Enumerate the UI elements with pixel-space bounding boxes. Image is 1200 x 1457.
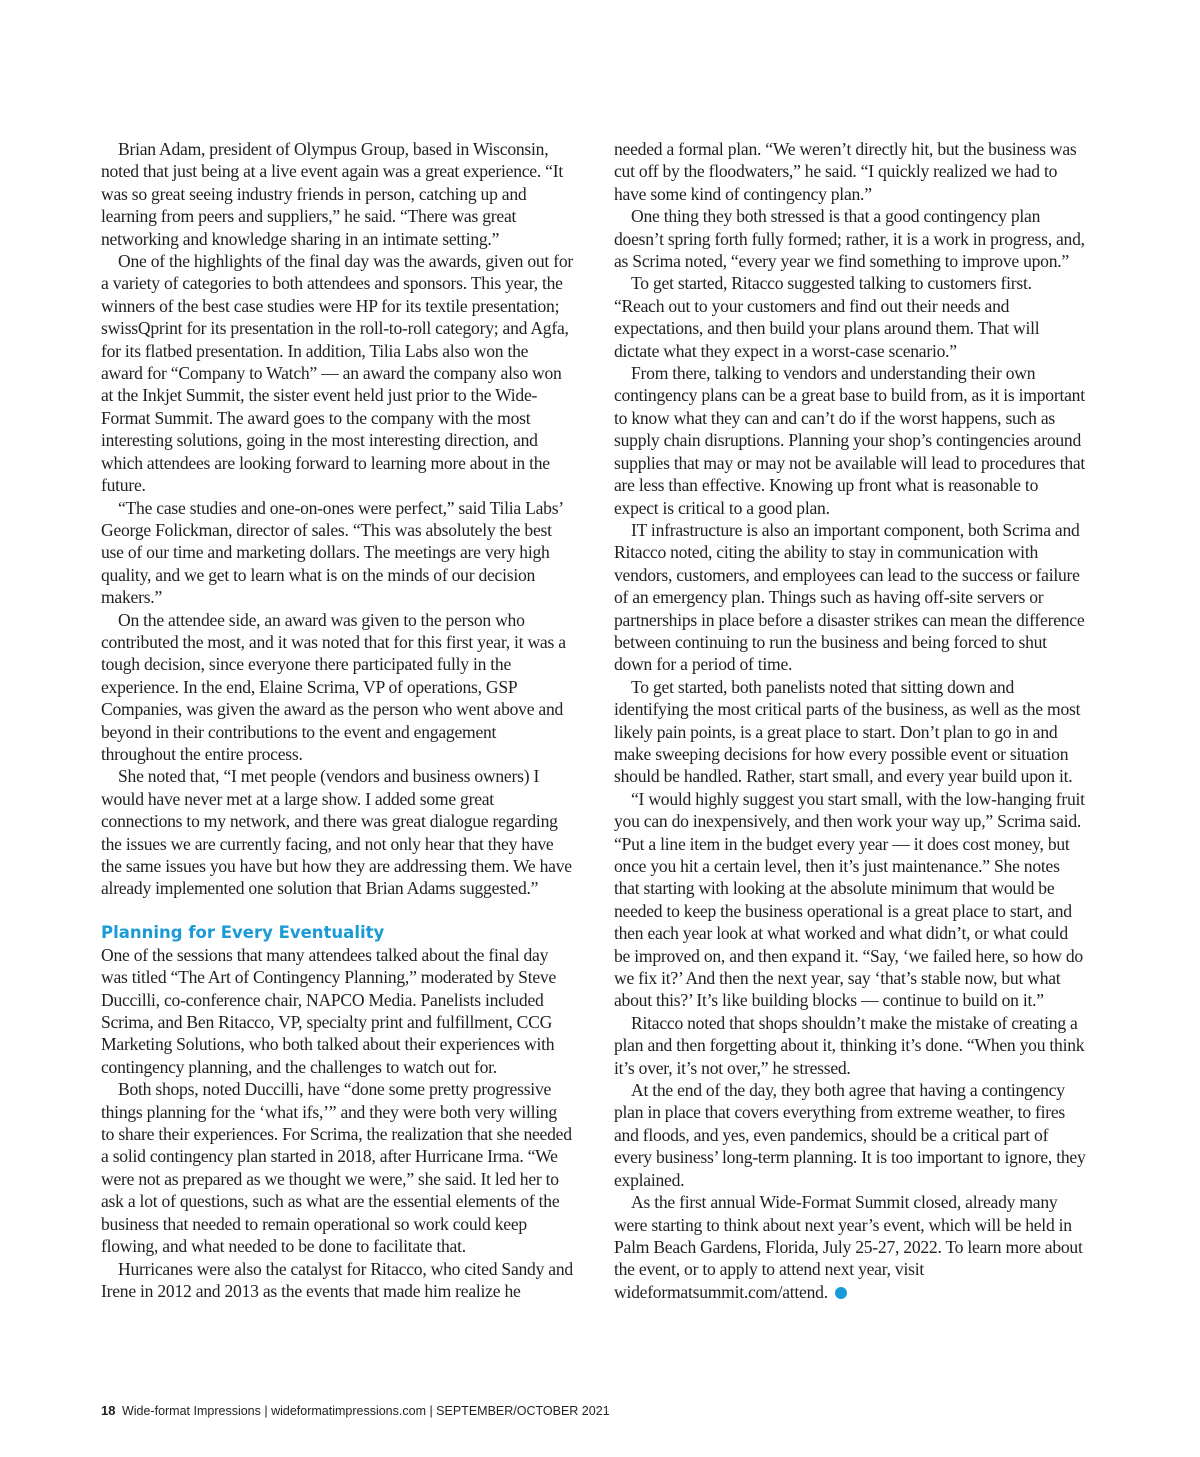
paragraph: “The case studies and one-on-ones were perfect,” said Tilia Labs’ George Folickman, director of sales. “This was absolutely the best use of our time and marketing dollars. The meetings are very high quality, and we get to learn what is on the minds of our decision makers.” [101,497,563,608]
paragraph: At the end of the day, they both agree that having a contingency plan in place that covers everything from extreme weather, to fires and floods, and yes, even pandemics, should be a critical part of every business’ long-term planning. It is too important to ignore, they explained. [614,1080,1086,1190]
paragraph: “I would highly suggest you start small, with the low-hanging fruit you can do inexpensively, and then work your way up,” Scrima said. “Put a line item in the budget every year — it does cost money, but once you hit a certain level, then it’s just maintenance.” She notes that starting with looking at the absolute minimum that would be needed to keep the business operational is a great place to start, and then each year look at what worked and what didn’t, or what could be improved on, and then expand it. “Say, ‘we failed here, so how do we fix it?’ And then the next year, say ‘that’s stable now, but what about this?’ It’s like building blocks — continue to build on it.” [614,788,1085,1011]
paragraph: Both shops, noted Duccilli, have “done some pretty progressive things planning for the ‘what ifs,’” and they were both very willing to share their experiences. For Scrima, the realization that she needed a solid contingency plan started in 2018, after Hurricane Irma. “We were not as prepared as we thought we were,” she said. It led her to ask a lot of questions, such as what are the essential elements of the business that needed to remain operational so work could keep flowing, and what needed to be done to facilitate that. [101,1079,572,1257]
paragraph: IT infrastructure is also an important component, both Scrima and Ritacco noted, citing the ability to stay in communication with vendors, customers, and employees can lead to the success or failure of an emergency plan. Things such as having off-site servers or partnerships in place before a disaster strikes can mean the difference between continuing to run the business and being forced to shut down for a period of time. [614,519,1085,675]
paragraph: To get started, both panelists noted that sitting down and identifying the most critical parts of the business, as well as the most likely pain points, is a great place to start. Don’t plan to go in and make sweeping decisions for how every possible event or situation should be handled. Rather, start small, and every year build upon it. [614,676,1081,787]
left-column [101,138,573,1302]
paragraph: One of the highlights of the final day was the awards, given out for a variety of categories to both attendees and sponsors. This year, the winners of the best case studies were HP for its textile presentation; swissQprint for its presentation in the roll-to-roll category; and Agfa, for its flatbed presentation. In addition, Tilia Labs also won the award for “Company to Watch” — an award the company also won at the Inkjet Summit, the sister event held just prior to the Wide-Format Summit. The award goes to the company with the most interesting solutions, going in the most interesting direction, and which attendees are looking forward to learning more about in the future. [101,251,573,496]
paragraph: To get started, Ritacco suggested talking to customers first. “Reach out to your customers and find out their needs and expectations, and then build your plans around them. That will dictate what they expect in a worst-case scenario.” [614,273,1040,361]
paragraph: Brian Adam, president of Olympus Group, based in Wisconsin, noted that just being at a live event again was a great experience. “It was so great seeing industry friends in person, catching up and learning from peers and suppliers,” he said. “There was great networking and knowledge sharing in an intimate setting.” [101,139,563,249]
paragraph: From there, talking to vendors and understanding their own contingency plans can be a great base to build from, as it is important to know what they can and can’t do if the worst happens, such as supply chain disruptions. Planning your shop’s contingencies around supplies that may or may not be available will lead to procedures that are less than effective. Knowing up front what is reasonable to expect is critical to a good plan. [614,363,1086,518]
closing-paragraph [614,1191,1086,1303]
footer-text: Wide-format Impressions | wideformatimpressions.com | SEPTEMBER/OCTOBER 2021 [121,1404,610,1418]
paragraph: She noted that, “I met people (vendors and business owners) I would have never met at a large show. I added some great connections to my network, and there was great dialogue regarding the issues we are currently facing, and not only hear that they have the same issues you have but how they are addressing them. We have already implemented one solution that Brian Adams suggested.” [101,766,572,899]
paragraph: On the attendee side, an award was given to the person who contributed the most, and it was noted that for this first year, it was a tough decision, since everyone there participated fully in the experience. In the end, Elaine Scrima, VP of operations, GSP Companies, was given the award as the person who went above and beyond in their contributions to the event and engagement throughout the entire process. [101,609,566,764]
right-column [614,138,1086,1303]
paragraph: One of the sessions that many attendees talked about the final day was titled “The Art of Contingency Planning,” moderated by Steve Duccilli, co-conference chair, NAPCO Media. Panelists included Scrima, and Ben Ritacco, VP, specialty print and fulfillment, CCG Marketing Solutions, who both talked about their experiences with contingency planning, and the challenges to watch out for. [101,944,557,1077]
page-footer [101,1403,610,1419]
end-mark-dot-icon [835,1287,847,1299]
paragraph: One thing they both stressed is that a good contingency plan doesn’t spring forth fully formed; rather, it is a work in progress, and, as Scrima noted, “every year we find something to improve upon.” [614,206,1085,272]
closing-paragraph-text: As the first annual Wide-Format Summit closed, already many were starting to think about next year’s event, which will be held in Palm Beach Gardens, Florida, July 25-27, 2022. To learn more about the event, or to apply to attend next year, visit wideformatsummit.com/attend. [614,1192,1083,1302]
section-subhead: Planning for Every Eventuality [101,922,385,942]
paragraph: needed a formal plan. “We weren’t directly hit, but the business was cut off by the floodwaters,” he said. “I quickly realized we had to have some kind of contingency plan.” [614,139,1077,204]
paragraph: Hurricanes were also the catalyst for Ritacco, who cited Sandy and Irene in 2012 and 2013 as the events that made him realize he [101,1258,573,1301]
paragraph: Ritacco noted that shops shouldn’t make the mistake of creating a plan and then forgetting about it, thinking it’s done. “When you think it’s over, it’s not over,” he stressed. [614,1012,1085,1078]
page-number: 18 [101,1403,116,1418]
